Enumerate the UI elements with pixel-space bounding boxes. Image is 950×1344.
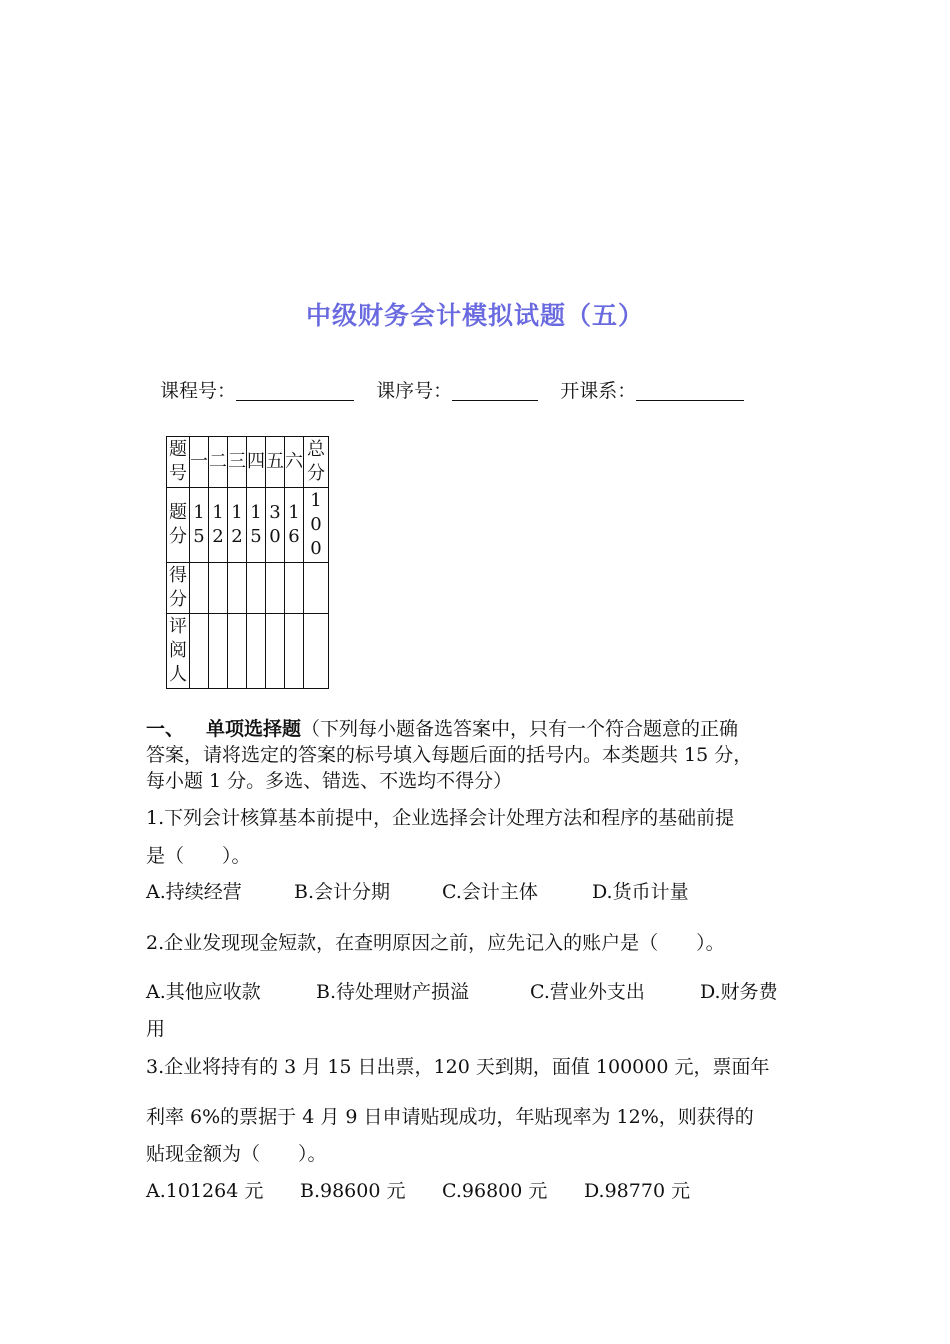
score-total-cell bbox=[304, 563, 329, 614]
dept-label: 开课系： bbox=[560, 380, 637, 402]
section-instructions-3: 每小题 1 分。多选、错选、不选均不得分） bbox=[146, 770, 513, 792]
option-a: A.101264 元 bbox=[146, 1180, 264, 1202]
section-name: 单项选择题 bbox=[206, 718, 302, 740]
points-total-cell: 100 bbox=[310, 490, 322, 559]
points-cell: 15 bbox=[193, 502, 205, 547]
col-header-4: 四 bbox=[247, 451, 265, 472]
reviewer-cell bbox=[190, 614, 209, 689]
section-heading bbox=[146, 714, 738, 741]
seq-no-blank bbox=[452, 380, 538, 401]
score-table bbox=[166, 436, 329, 689]
points-cell: 12 bbox=[212, 502, 224, 547]
option-d: D.98770 元 bbox=[584, 1180, 691, 1202]
col-header-1: 一 bbox=[190, 451, 208, 472]
question-1-options bbox=[146, 877, 689, 904]
question-2-options bbox=[146, 977, 778, 1004]
option-b: B.会计分期 bbox=[294, 881, 391, 903]
seq-no-label: 课序号： bbox=[376, 380, 453, 402]
col-header-3: 三 bbox=[228, 451, 246, 472]
col-header-2: 二 bbox=[209, 451, 227, 472]
option-a: A.其他应收款 bbox=[146, 981, 261, 1003]
table-row-question-no bbox=[167, 437, 329, 488]
dept-blank bbox=[636, 380, 744, 401]
question-1-stem-1: 1.下列会计核算基本前提中，企业选择会计处理方法和程序的基础前提 bbox=[146, 807, 735, 829]
question-3-options bbox=[146, 1176, 690, 1203]
option-b: B.98600 元 bbox=[300, 1180, 406, 1202]
points-cell: 30 bbox=[269, 502, 281, 547]
score-cell bbox=[247, 563, 266, 614]
section-number: 一、 bbox=[146, 718, 185, 740]
score-cell bbox=[209, 563, 228, 614]
table-row-score bbox=[167, 563, 329, 614]
reviewer-cell bbox=[228, 614, 247, 689]
col-header-total: 总分 bbox=[307, 439, 325, 484]
question-2-options-wrap: 用 bbox=[146, 1018, 166, 1040]
row-label-question-no: 题号 bbox=[169, 439, 187, 484]
option-c: C.会计主体 bbox=[442, 881, 538, 903]
question-3-stem-3: 贴现金额为（ ）。 bbox=[146, 1143, 327, 1165]
question-3-stem-2: 利率 6%的票据于 4 月 9 日申请贴现成功，年贴现率为 12%，则获得的 bbox=[146, 1106, 754, 1128]
reviewer-cell bbox=[266, 614, 285, 689]
col-header-5: 五 bbox=[266, 451, 284, 472]
course-no-label: 课程号： bbox=[160, 380, 237, 402]
section-instructions-2: 答案，请将选定的答案的标号填入每题后面的括号内。本类题共 15 分， bbox=[146, 744, 753, 766]
score-cell bbox=[190, 563, 209, 614]
option-c: C.96800 元 bbox=[442, 1180, 548, 1202]
option-b: B.待处理财产损溢 bbox=[316, 981, 470, 1003]
row-label-reviewer: 评阅人 bbox=[169, 616, 187, 685]
row-label-score: 得分 bbox=[169, 565, 187, 610]
option-d: D.财务费 bbox=[700, 981, 778, 1003]
option-c: C.营业外支出 bbox=[530, 981, 645, 1003]
page-title: 中级财务会计模拟试题（五） bbox=[305, 301, 644, 330]
question-2-stem-1: 2.企业发现现金短款，在查明原因之前，应先记入的账户是（ ）。 bbox=[146, 932, 725, 954]
reviewer-cell bbox=[209, 614, 228, 689]
reviewer-cell bbox=[247, 614, 266, 689]
question-1-stem-2: 是（ ）。 bbox=[146, 845, 251, 867]
score-cell bbox=[285, 563, 304, 614]
section-instructions-1: （下列每小题备选答案中，只有一个符合题意的正确 bbox=[301, 718, 739, 740]
course-no-blank bbox=[236, 380, 354, 401]
col-header-6: 六 bbox=[285, 451, 303, 472]
table-row-reviewer bbox=[167, 614, 329, 689]
table-row-points bbox=[167, 488, 329, 563]
reviewer-cell bbox=[285, 614, 304, 689]
option-a: A.持续经营 bbox=[146, 881, 242, 903]
course-info-line bbox=[160, 376, 744, 403]
reviewer-total-cell bbox=[304, 614, 329, 689]
score-cell bbox=[266, 563, 285, 614]
points-cell: 15 bbox=[250, 502, 262, 547]
row-label-points: 题分 bbox=[169, 502, 187, 547]
points-cell: 12 bbox=[231, 502, 243, 547]
option-d: D.货币计量 bbox=[592, 881, 689, 903]
question-3-stem-1: 3.企业将持有的 3 月 15 日出票，120 天到期，面值 100000 元，票面年 bbox=[146, 1056, 770, 1078]
points-cell: 16 bbox=[288, 502, 300, 547]
score-cell bbox=[228, 563, 247, 614]
